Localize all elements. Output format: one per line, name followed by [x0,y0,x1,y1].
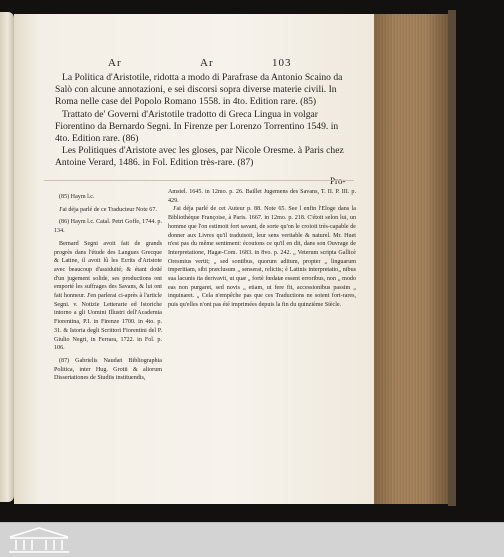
running-head-center: Ar [200,57,214,69]
divider [44,180,354,181]
book-cover-edge [448,10,456,506]
footnote: Amstel. 1645. in 12mo. p. 26. Baillet Jugemens des Savans, T. II. P. III. p. 429. [168,189,356,204]
entry: La Politica d'Aristotile, ridotta a modo di Parafrase da Antonio Scaino da Salò con alcune annotazioni, e sei discorsi sopra diverse materie civili. In Roma nelle case del Popolo Romano 1558. in 4to. Edition rare. (85) [55,72,343,108]
footnote: (87) Gabrielis Naudæi Bibliographia Politica, inter Hug. Grotii & aliorum Dissertationes de Studiis instituendis, [54,357,162,382]
footnote: J'ai déja parlé de ce Traducteur Note 67. [59,206,157,213]
catchword: Pro- [330,176,346,186]
footnote: J'ai déja parlé de cet Auteur p. 88. Note 65. See l enfin l'Eloge dans la Bibliothèque Françoise, à Paris. 1667. in 12mo. p. 218. C'étoit selon lui, un homme que l'on estimoit fort savant, de sorte qu'on le croioit très-capable de donner aux Livres qu'il traduisoit, leur sens veritable & naturel. Mr. Huet n'est pas du même sentiment: écoutons ce qu'il en dit, dans son Ouvrage de Interpretatione, Hagæ-Com. 1683. in 8vo. p. 242. „ Veterum scripta Gallicè Oresmius vertit; „ sed sontibus, quorum aditum, propter „ linguarum imperitiam, sibi præclusum „ senserat, relictis; è Latinis interpretatio„ nibus sua lacunis ita derivavit, ut quæ „ fortè fœdatæ essent erroribus, non „ modo eas non purgaret, sed novis „ etiam, ut fere fit, accessionibus passim „ inquinaret. „ Cela n'empêche pas que ces Traductions ne soient fort-rares, puis qu'elles n'ont pas été imprimées depuis la fin du quinzième Siècle. [168,206,356,309]
footnote: (85) Haym l.c. [59,194,95,200]
library-building-logo-icon[interactable] [6,525,72,555]
entry: Les Politiques d'Aristote avec les gloses, par Nicole Oresme. à Paris chez Antoine Verard, 1486. in Fol. Edition très-rare. (87) [55,145,344,169]
footnotes-left-column [54,193,162,387]
running-head-left: Ar [108,57,122,69]
footnote: Bernard Segni avoit fait de grands progrès dans l'étude des Langues Grecque & Latine, il avoit lû les Ecrits d'Aristote avec beaucoup d'assiduité; & étant doüé d'un jugement solide, ses productions ont emporté les suffrages des Savans, & lui ont fait honneur. J'en parlerai ci-après à l'article Segni. v. Notizie Letterarie ed Istoriche intorno a gli Uomini Illustri dell'Academia Fiorentina, P.I. in Firenze 1700. in 4to. p. 31. & Istoria degli Scrittori Fiorentini del P. Giulio Negri, in Ferrara, 1722. in Fol. p. 106. [54,240,162,352]
footnote: (86) Haym l.c. Catal. Petri Goffe, 1744. p. 134. [54,219,162,235]
previous-page-edge [0,12,14,502]
bibliography-entries [55,72,355,170]
viewer-toolbar [0,522,504,557]
footnotes-right-column [168,188,356,310]
page-number: 103 [272,57,292,69]
entry: Trattato de' Governi d'Aristotile tradotto di Greca Lingua in volgar Fiorentino da Bernardo Segni. In Firenze per Lorenzo Torrentino 1549. in 4to. Edition rare. (86) [55,108,339,145]
